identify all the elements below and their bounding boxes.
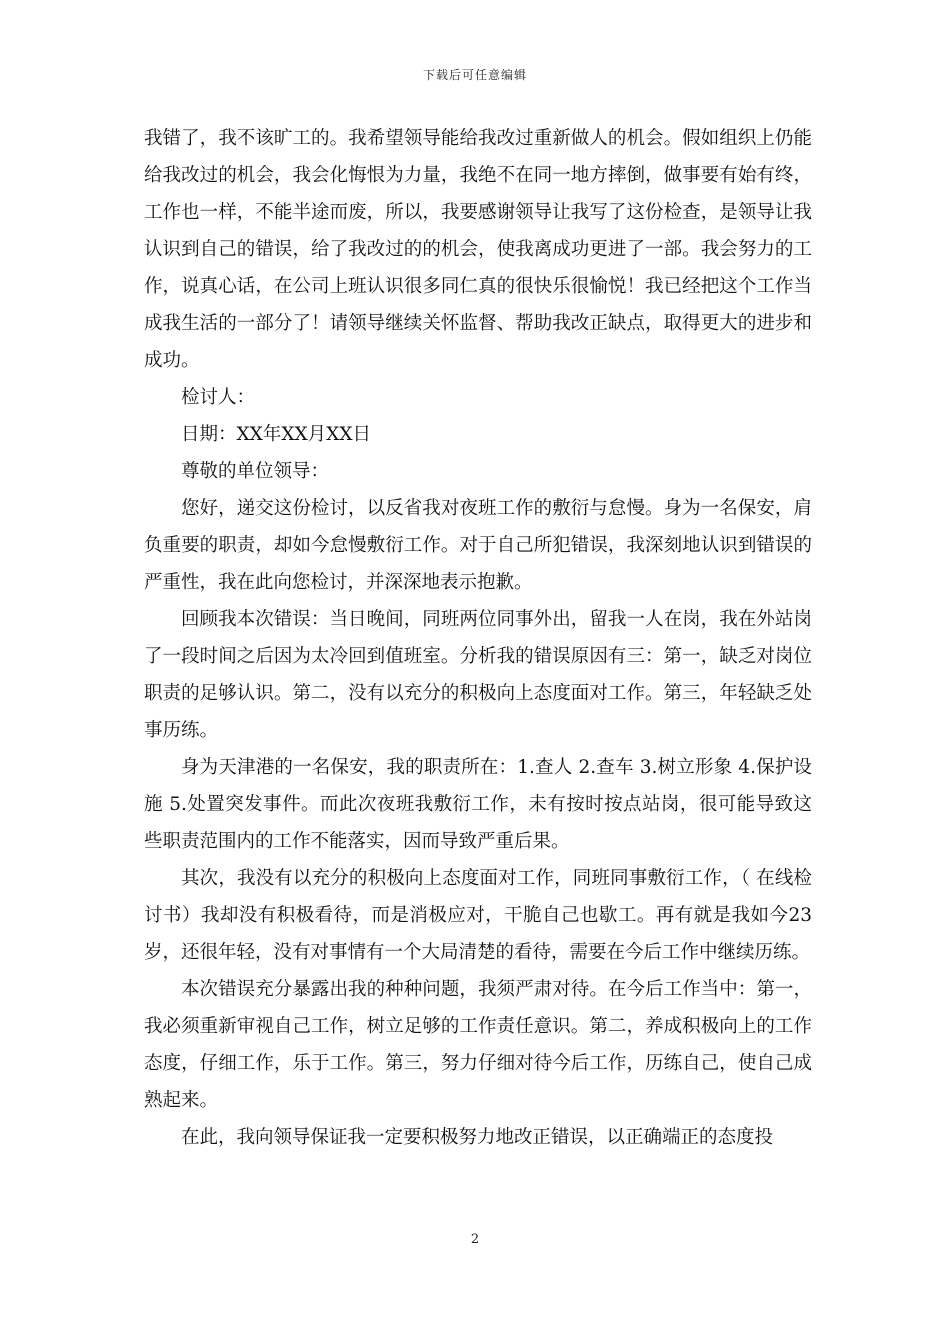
paragraph: 本次错误充分暴露出我的种种问题，我须严肃对待。在今后工作当中：第一，我必须重新审视自己工作，树立足够的工作责任意识。第二，养成积极向上的工作态度，仔细工作，乐于工作。第三，努力仔细对待今后工作，历练自己，使自己成熟起来。 — [144, 979, 812, 1111]
page-header: 下载后可任意编辑 — [422, 68, 527, 82]
paragraph: 我错了，我不该旷工的。我希望领导能给我改过重新做人的机会。假如组织上仍能给我改过的机会，我会化悔恨为力量，我绝不在同一地方摔倒，做事要有始有终，工作也一样，不能半途而废，所以，我要感谢领导让我写了这份检查，是领导让我认识到自己的错误，给了我改过的的机会，使我离成功更进了一部。我会努力的工作，说真心话，在公司上班认识很多同仁真的很快乐很愉悦！我已经把这个工作当成我生活的一部分了！请领导继续关怀监督、帮助我改正缺点，取得更大的进步和成功。 — [144, 128, 812, 371]
paragraph: 您好，递交这份检讨，以反省我对夜班工作的敷衍与怠慢。身为一名保安，肩负重要的职责，却如今怠慢敷衍工作。对于自己所犯错误，我深刻地认识到错误的严重性，我在此向您检讨，并深深地表示抱歉。 — [144, 498, 812, 593]
paragraph: 身为天津港的一名保安，我的职责所在：1.查人 2.查车 3.树立形象 4.保护设施 5.处置突发事件。而此次夜班我敷衍工作，未有按时按点站岗，很可能导致这些职责范围内的工作不能落实，因而导致严重后果。 — [144, 757, 812, 852]
page-number: 2 — [470, 1232, 480, 1247]
document-body — [144, 120, 812, 1156]
paragraph: 在此，我向领导保证我一定要积极努力地改正错误，以正确端正的态度投 — [181, 1127, 774, 1148]
date-line: 日期：XX年XX月XX日 — [181, 424, 372, 445]
paragraph: 其次，我没有以充分的积极向上态度面对工作，同班同事敷衍工作，（ 在线检讨书）我却没有积极看待，而是消极应对，干脆自己也歇工。再有就是我如今23岁，还很年轻，没有对事情有一个大局清楚的看待，需要在今后工作中继续历练。 — [144, 868, 812, 963]
paragraph: 回顾我本次错误：当日晚间，同班两位同事外出，留我一人在岗，我在外站岗了一段时间之后因为太冷回到值班室。分析我的错误原因有三：第一，缺乏对岗位职责的足够认识。第二，没有以充分的积极向上态度面对工作。第三，年轻缺乏处事历练。 — [144, 609, 812, 741]
salutation: 尊敬的单位领导： — [181, 461, 330, 482]
signature-line: 检讨人： — [181, 387, 256, 408]
